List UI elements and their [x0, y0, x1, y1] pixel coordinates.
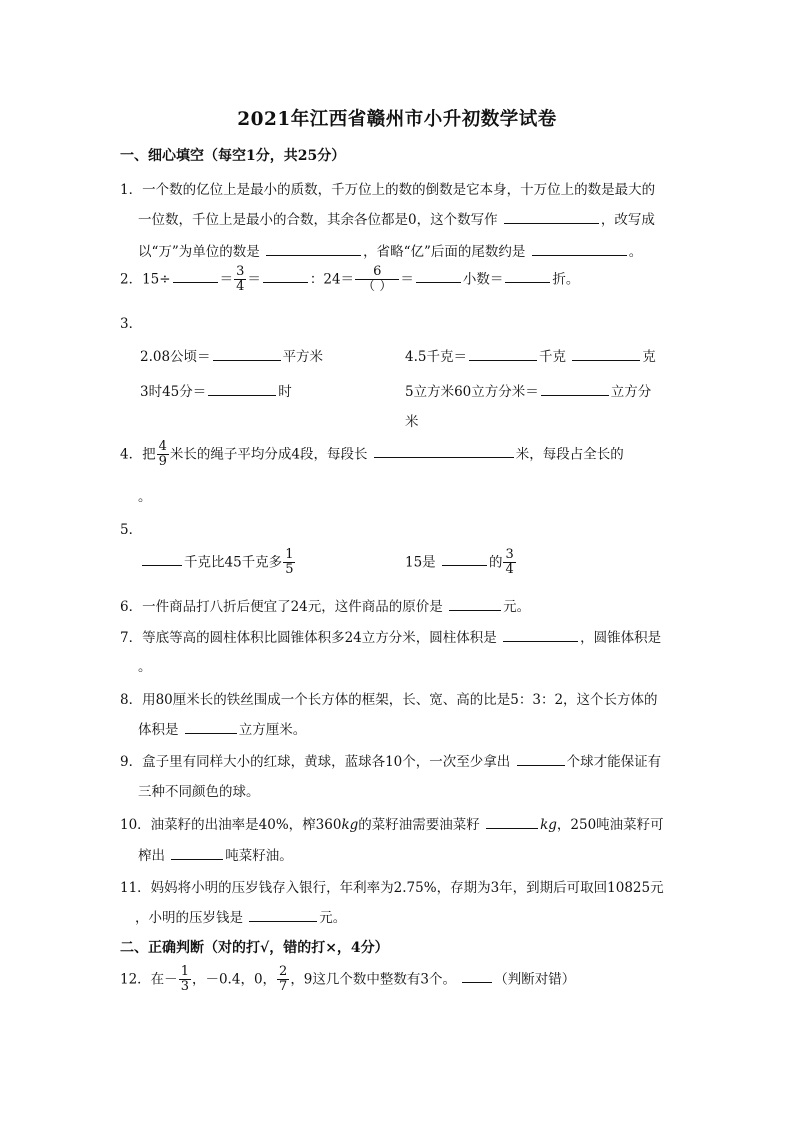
- answer-blank[interactable]: [505, 269, 550, 284]
- question-3-c: 3时45分＝ 时: [140, 380, 292, 400]
- answer-blank[interactable]: [517, 752, 565, 767]
- fraction: $\frac{6}{( )}$: [355, 265, 399, 295]
- answer-blank[interactable]: [486, 815, 538, 830]
- fraction: $\frac{3}{4}$: [505, 547, 514, 578]
- answer-blank[interactable]: [185, 720, 237, 735]
- answer-blank[interactable]: [416, 269, 461, 284]
- answer-blank[interactable]: [266, 242, 361, 257]
- question-7: 7．等底等高的圆柱体积比圆锥体积多24立方分米，圆柱体积是 ，圆锥体积是: [120, 626, 661, 646]
- fraction: $\frac{1}{5}$: [285, 547, 294, 578]
- question-1-line-3: 以“万”为单位的数是 ，省略“亿”后面的尾数约是 。: [138, 240, 642, 260]
- answer-blank[interactable]: [503, 628, 578, 643]
- question-4-cont: 。: [138, 489, 152, 505]
- answer-blank[interactable]: [374, 444, 514, 459]
- question-6: 6．一件商品打八折后便宜了24元，这件商品的原价是 元。: [120, 595, 530, 615]
- question-3-number: 3．: [120, 316, 143, 332]
- question-10-cont: 榨出 吨菜籽油。: [138, 844, 293, 864]
- question-8-cont: 体积是 立方厘米。: [138, 718, 306, 738]
- answer-blank[interactable]: [213, 347, 281, 362]
- answer-blank[interactable]: [249, 908, 317, 923]
- question-1-line-2: 一位数，千位上是最小的合数，其余各位都是0，这个数写作 ，改写成: [138, 208, 655, 228]
- fraction: $\frac{3}{4}$: [236, 264, 245, 295]
- fraction: $\frac{4}{9}$: [158, 439, 167, 470]
- question-5-number: 5．: [120, 522, 143, 538]
- answer-blank[interactable]: [263, 269, 308, 284]
- question-4: 4．把 $\frac{4}{9}$ 米长的绳子平均分成4段，每段长 米，每段占全长的: [120, 439, 624, 470]
- answer-blank[interactable]: [504, 210, 599, 225]
- question-8: 8．用80厘米长的铁丝围成一个长方体的框架，长、宽、高的比是5：3：2，这个长方体的: [120, 692, 658, 708]
- answer-blank[interactable]: [469, 347, 537, 362]
- question-5-a: 千克比45千克多 $\frac{1}{5}$: [140, 548, 296, 578]
- question-2: 2．15÷ ＝ $\frac{3}{4}$ ＝ ：24＝ $\frac{6}{( )}$ ＝ 小数＝ 折。: [120, 264, 580, 295]
- question-1-line-1: 1．一个数的亿位上是最小的质数，千万位上的数的倒数是它本身，十万位上的数是最大的: [120, 182, 656, 198]
- question-7-cont: 。: [138, 659, 152, 675]
- section-2-heading: 二、正确判断（对的打√，错的打×，4分）: [120, 940, 389, 956]
- answer-blank[interactable]: [449, 597, 501, 612]
- answer-blank[interactable]: [208, 382, 276, 397]
- answer-blank[interactable]: [173, 269, 218, 284]
- question-11: 11．妈妈将小明的压岁钱存入银行，年利率为2.75%，存期为3年，到期后可取回10825元: [120, 880, 664, 896]
- fraction: $\frac{1}{3}$: [180, 964, 189, 995]
- section-1-heading: 一、细心填空（每空1分，共25分）: [120, 148, 346, 164]
- answer-blank[interactable]: [442, 552, 487, 567]
- page-title: 2021年江西省赣州市小升初数学试卷: [237, 109, 557, 130]
- question-9: 9．盒子里有同样大小的红球，黄球，蓝球各10个，一次至少拿出 个球才能保证有: [120, 750, 661, 770]
- answer-blank[interactable]: [462, 969, 492, 984]
- fraction: $\frac{2}{7}$: [279, 964, 288, 995]
- question-5-b: 15是 的 $\frac{3}{4}$: [405, 547, 514, 578]
- answer-blank[interactable]: [541, 382, 609, 397]
- question-3-a: 2.08公顷＝ 平方米: [140, 345, 323, 365]
- question-10: 10．油菜籽的出油率是40%，榨360kg的菜籽油需要油菜籽 kg，250吨油菜籽可: [120, 813, 664, 833]
- question-3-d-cont: 米: [405, 414, 419, 430]
- question-3-d: 5立方米60立方分米＝ 立方分: [405, 380, 651, 400]
- answer-blank[interactable]: [532, 242, 627, 257]
- question-9-cont: 三种不同颜色的球。: [138, 784, 260, 800]
- answer-blank[interactable]: [572, 347, 640, 362]
- answer-blank[interactable]: [171, 846, 223, 861]
- question-12: 12．在－ $\frac{1}{3}$ ，－0.4，0， $\frac{2}{7}$ ，9这几个数中整数有3个。 （判断对错）: [120, 964, 576, 995]
- answer-blank[interactable]: [142, 552, 182, 567]
- question-3-b: 4.5千克＝ 千克 克: [405, 345, 656, 365]
- question-11-cont: ，小明的压岁钱是 元。: [135, 906, 346, 926]
